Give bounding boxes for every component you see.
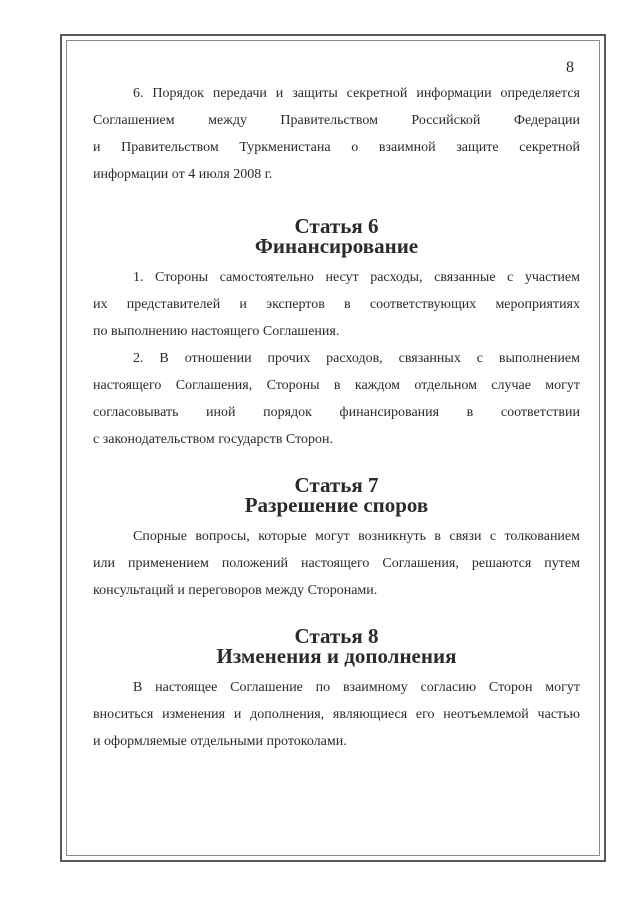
text-line: или применением положений настоящего Соглашения, решаются путем bbox=[93, 556, 580, 571]
article-6-paragraph-2 bbox=[93, 345, 580, 453]
article-7-body bbox=[93, 523, 580, 604]
article-6-heading bbox=[93, 216, 580, 256]
text-line: их представителей и экспертов в соответствующих мероприятиях bbox=[93, 297, 580, 312]
article-title: Изменения и дополнения bbox=[216, 644, 457, 668]
text-line: 1. Стороны самостоятельно несут расходы, связанные с участием bbox=[133, 270, 580, 285]
text-line: настоящего Соглашения, Стороны в каждом отдельном случае могут bbox=[93, 378, 580, 393]
text-line: информации от 4 июля 2008 г. bbox=[93, 167, 273, 182]
text-line: с законодательством государств Сторон. bbox=[93, 432, 334, 447]
text-line: и Правительством Туркменистана о взаимной защите секретной bbox=[93, 140, 580, 155]
article-7-heading bbox=[93, 475, 580, 515]
text-line: согласовывать иной порядок финансирования в соответствии bbox=[93, 405, 580, 420]
article-7-paragraph-1 bbox=[93, 523, 580, 604]
text-line: Соглашением между Правительством Российской Федерации bbox=[93, 113, 580, 128]
text-line: Спорные вопросы, которые могут возникнуть в связи с толкованием bbox=[133, 529, 580, 544]
article-number: Статья 7 bbox=[294, 473, 379, 497]
text-line: и оформляемые отдельными протоколами. bbox=[93, 734, 347, 749]
article-8-heading bbox=[93, 626, 580, 666]
article-8-paragraph-1 bbox=[93, 674, 580, 755]
article-title: Финансирование bbox=[254, 234, 419, 258]
text-line: по выполнению настоящего Соглашения. bbox=[93, 324, 340, 339]
article-title: Разрешение споров bbox=[244, 493, 429, 517]
text-line: В настоящее Соглашение по взаимному согласию Сторон могут bbox=[133, 680, 580, 695]
intro-paragraph bbox=[93, 80, 580, 188]
text-line: 6. Порядок передачи и защиты секретной информации определяется bbox=[133, 86, 580, 101]
text-line: 2. В отношении прочих расходов, связанных с выполнением bbox=[133, 351, 580, 366]
text-line: вноситься изменения и дополнения, являющиеся его неотъемлемой частью bbox=[93, 707, 580, 722]
article-6-paragraph-1 bbox=[93, 264, 580, 345]
article-number: Статья 8 bbox=[294, 624, 379, 648]
text-line: консультаций и переговоров между Сторонами. bbox=[93, 583, 378, 598]
article-number: Статья 6 bbox=[294, 214, 379, 238]
article-8-body bbox=[93, 674, 580, 755]
document-body bbox=[93, 80, 580, 755]
page-number: 8 bbox=[566, 59, 574, 76]
article-6-body bbox=[93, 264, 580, 453]
